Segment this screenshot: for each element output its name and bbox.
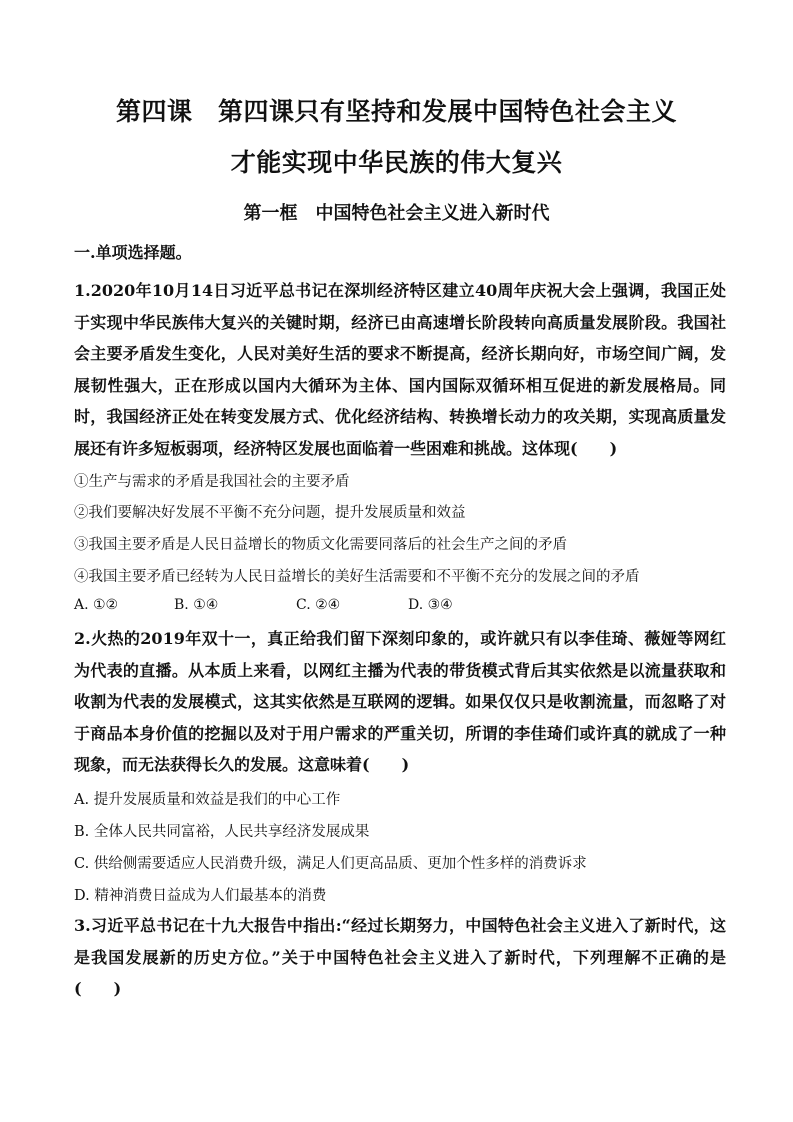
question-2-option-d[interactable]: D. 精神消费日益成为人们最基本的消费 — [74, 888, 327, 904]
question-1-choices — [74, 597, 574, 617]
question-1-statement-4: ④我国主要矛盾已经转为人民日益增长的美好生活需要和不平衡不充分的发展之间的矛盾 — [74, 569, 640, 585]
page-title-line1: 第四课 第四课只有坚持和发展中国特色社会主义 — [115, 97, 677, 126]
question-3-stem: 3.习近平总书记在十九大报告中指出:“经过长期努力，中国特色社会主义进入了新时代，这是我国发展新的历史方位。”关于中国特色社会主义进入了新时代，下列理解不正确的是( ) — [74, 916, 726, 998]
question-1-statement-2: ②我们要解决好发展不平衡不充分问题，提升发展质量和效益 — [74, 505, 466, 521]
question-2-option-b[interactable]: B. 全体人民共同富裕，人民共享经济发展成果 — [74, 824, 370, 840]
lesson-subtitle: 第一框 中国特色社会主义进入新时代 — [243, 203, 550, 224]
question-2-option-a[interactable]: A. 提升发展质量和效益是我们的中心工作 — [74, 792, 341, 808]
question-1-statement-3: ③我国主要矛盾是人民日益增长的物质文化需要同落后的社会生产之间的矛盾 — [74, 537, 567, 553]
choice-b[interactable]: B. ①④ — [174, 597, 219, 613]
question-2-stem: 2.火热的2019年双十一，真正给我们留下深刻印象的，或许就只有以李佳琦、薇娅等网红为代表的直播。从本质上来看，以网红主播为代表的带货模式背后其实依然是以流量获取和收割为代表的发展模式，这其实依然是互联网的逻辑。如果仅仅只是收割流量，而忽略了对于商品本身价值的挖掘以及对于用户需求的严重关切，所谓的李佳琦们或许真的就成了一种现象，而无法获得长久的发展。这意味着( ) — [74, 629, 726, 774]
choice-d[interactable]: D. ③④ — [408, 597, 453, 613]
question-2-option-c[interactable]: C. 供给侧需要适应人民消费升级，满足人们更高品质、更加个性多样的消费诉求 — [74, 856, 587, 872]
question-1-statement-1: ①生产与需求的矛盾是我国社会的主要矛盾 — [74, 474, 350, 490]
choice-a[interactable]: A. ①② — [74, 597, 119, 613]
section-heading: 一.单项选择题。 — [74, 243, 192, 262]
page-title-line2: 才能实现中华民族的伟大复兴 — [230, 148, 563, 177]
question-1-stem: 1.2020年10月14日习近平总书记在深圳经济特区建立40周年庆祝大会上强调，我国正处于实现中华民族伟大复兴的关键时期，经济已由高速增长阶段转向高质量发展阶段。我国社会主要矛盾发生变化，人民对美好生活的要求不断提高，经济长期向好，市场空间广阔，发展韧性强大，正在形成以国内大循环为主体、国内国际双循环相互促进的新发展格局。同时，我国经济正处在转变发展方式、优化经济结构、转换增长动力的攻关期，实现高质量发展还有许多短板弱项，经济特区发展也面临着一些困难和挑战。这体现( ) — [74, 281, 726, 458]
choice-c[interactable]: C. ②④ — [296, 597, 341, 613]
